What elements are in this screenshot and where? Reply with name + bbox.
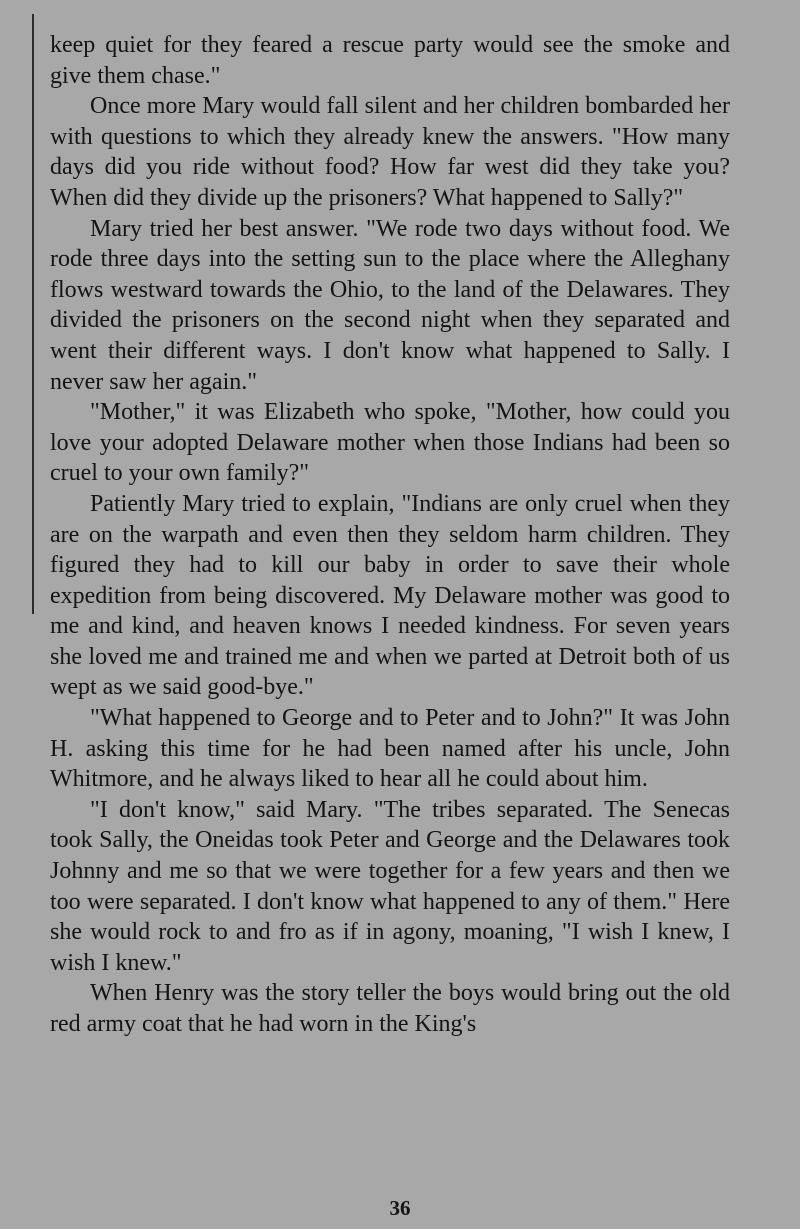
page-body (50, 30, 730, 1040)
paragraph-5: Patiently Mary tried to explain, "Indians are only cruel when they are on the warpath and even then they seldom harm children. They figured they had to kill our baby in order to save their whole expedition from being discovered. My Delaware mother was good to me and kind, and heaven knows I needed kindness. For seven years she loved me and trained me and when we parted at Detroit both of us wept as we said good-bye." (50, 490, 730, 701)
paragraph-7: "I don't know," said Mary. "The tribes separated. The Senecas took Sally, the Oneidas took Peter and George and the Delawares took Johnny and me so that we were together for a few years and then we too were separated. I don't know what happened to any of them." Here she would rock to and fro as if in agony, moaning, "I wish I knew, I wish I knew." (50, 796, 730, 976)
paragraph-4: "Mother," it was Elizabeth who spoke, "Mother, how could you love your adopted Delaware mother when those Indians had been so cruel to your own family?" (50, 399, 730, 487)
margin-rule (32, 14, 34, 614)
paragraph-2: Once more Mary would fall silent and her children bombarded her with questions to which they already knew the answers. "How many days did you ride without food? How far west did they take you? When did they divide up the prisoners? What happened to Sally?" (50, 93, 730, 211)
paragraph-6: "What happened to George and to Peter and to John?" It was John H. asking this time for he had been named after his uncle, John Whitmore, and he always liked to hear all he could about him. (50, 705, 730, 793)
paragraph-3: Mary tried her best answer. "We rode two days without food. We rode three days into the setting sun to the place where the Alleghany flows westward towards the Ohio, to the land of the Delawares. They divided the prisoners on the second night when they separated and went their different ways. I don't know what happened to Sally. I never saw her again." (50, 215, 730, 395)
page-number: 36 (389, 1196, 411, 1220)
paragraph-8: When Henry was the story teller the boys would bring out the old red army coat that he had worn in the King's (50, 980, 730, 1037)
paragraph-1: keep quiet for they feared a rescue party would see the smoke and give them chase." (50, 32, 730, 89)
